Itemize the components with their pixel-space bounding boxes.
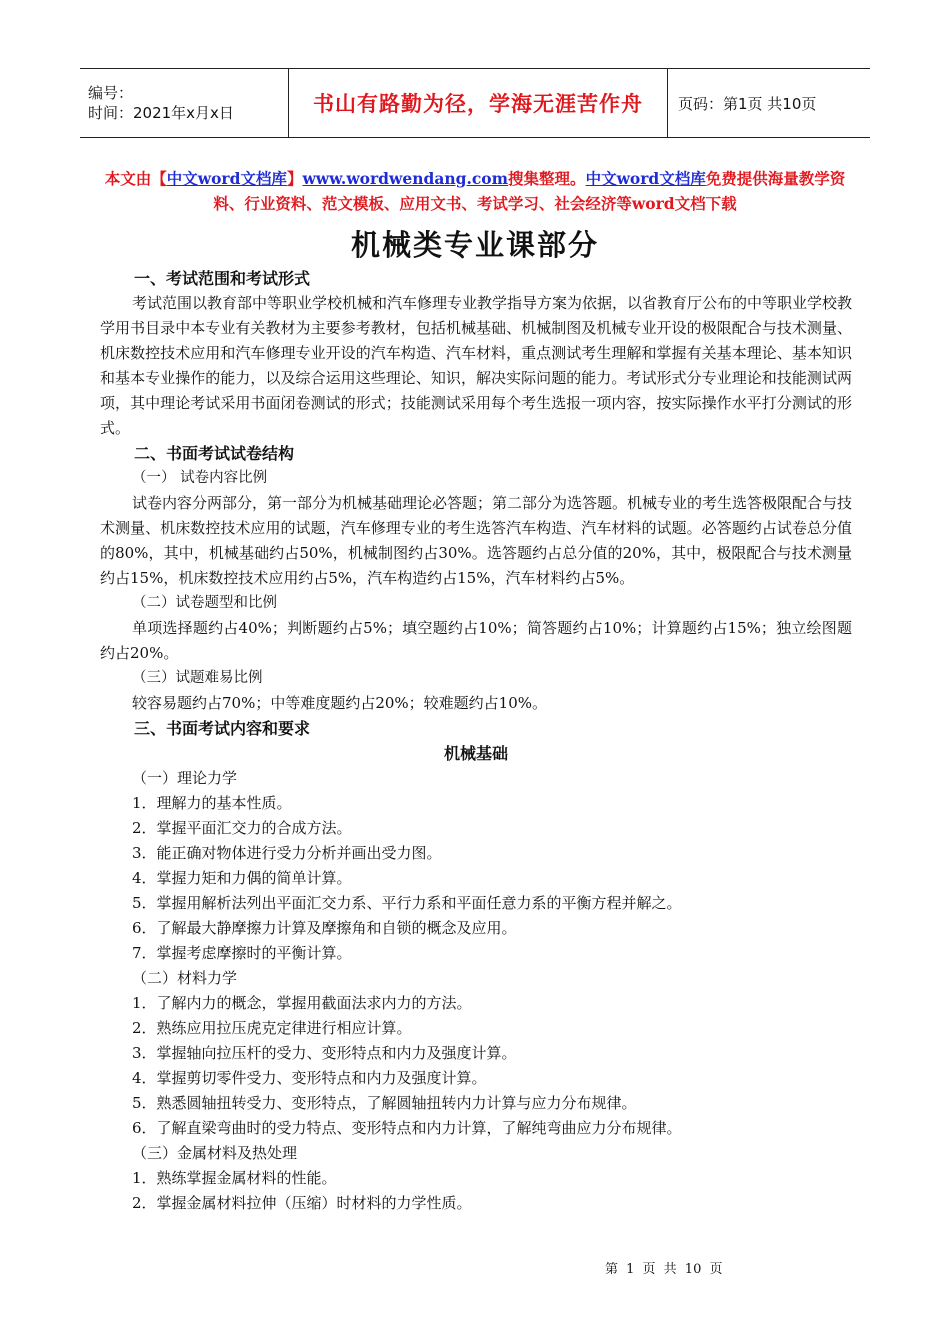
- header-table: [80, 68, 870, 138]
- notice-text: 免费提供海量教学资料、行业资料、范文模板、应用文书、考试学习、社会经济等word文档下载: [213, 169, 846, 213]
- subsection-title: （二）试卷题型和比例: [132, 595, 277, 611]
- list-item: 6．了解最大静摩擦力计算及摩擦角和自锁的概念及应用。: [132, 919, 517, 937]
- subsection-title: （一） 试卷内容比例: [132, 470, 268, 486]
- list-item: 2．掌握平面汇交力的合成方法。: [132, 819, 352, 837]
- section-heading: 三、书面考试内容和要求: [134, 719, 311, 738]
- notice-link-library-2[interactable]: 中文word文档库: [585, 169, 706, 188]
- notice-text: 搜集整理。: [508, 169, 586, 188]
- paragraph: 单项选择题约占40%；判断题约占5%；填空题约占10%；简答题约占10%；计算题约占15%；独立绘图题约占20%。: [100, 619, 852, 662]
- notice-link-url[interactable]: www.wordwendang.com: [302, 169, 509, 188]
- source-notice: [100, 166, 850, 216]
- subsection-title: （三）试题难易比例: [132, 670, 263, 686]
- list-item: 4．掌握力矩和力偶的简单计算。: [132, 869, 352, 887]
- page-title: 机械类专业课部分: [350, 228, 599, 262]
- paragraph: 较容易题约占70%；中等难度题约占20%；较难题约占10%。: [132, 694, 548, 712]
- notice-link-library[interactable]: 中文word文档库: [166, 169, 287, 188]
- list-item: 5．熟悉圆轴扭转受力、变形特点，了解圆轴扭转内力计算与应力分布规律。: [132, 1094, 637, 1112]
- list-item: 1．理解力的基本性质。: [132, 794, 292, 812]
- page-indicator: 页码：第1页 共10页: [678, 94, 817, 113]
- section-heading: 二、书面考试试卷结构: [134, 444, 295, 463]
- section-heading: 一、考试范围和考试形式: [134, 269, 311, 288]
- list-item: 1．熟练掌握金属材料的性能。: [132, 1169, 337, 1187]
- page-footer: 第 1 页 共 10 页: [605, 1262, 723, 1277]
- document-body: [100, 266, 852, 1216]
- notice-text: 】: [286, 169, 303, 188]
- header-motto-cell: [288, 69, 668, 137]
- header-page-cell: [668, 69, 870, 137]
- motto: 书山有路勤为径，学海无涯苦作舟: [313, 92, 643, 116]
- notice-text: 本文由【: [104, 169, 167, 188]
- list-item: 3．掌握轴向拉压杆的受力、变形特点和内力及强度计算。: [132, 1044, 517, 1062]
- header-left-cell: [80, 69, 288, 137]
- subsection-title: （一）理论力学: [132, 769, 238, 787]
- list-item: 4．掌握剪切零件受力、变形特点和内力及强度计算。: [132, 1069, 487, 1087]
- subsection-title: （三）金属材料及热处理: [132, 1144, 298, 1162]
- list-item: 7．掌握考虑摩擦时的平衡计算。: [132, 944, 352, 962]
- subsection-title: （二）材料力学: [132, 969, 238, 987]
- document-date: 时间：2021年x月x日: [88, 104, 234, 122]
- paragraph: 考试范围以教育部中等职业学校机械和汽车修理专业教学指导方案为依据，以省教育厅公布的中等职业学校教学用书目录中本专业有关教材为主要参考教材，包括机械基础、机械制图及机械专业开设的极限配合与技术测量、机床数控技术应用和汽车修理专业开设的汽车构造、汽车材料，重点测试考生理解和掌握有关基本理论、基本知识和基本专业操作的能力，以及综合运用这些理论、知识，解决实际问题的能力。考试形式分专业理论和技能测试两项，其中理论考试采用书面闭卷测试的形式；技能测试采用每个考生选报一项内容，按实际操作水平打分测试的形式。: [100, 294, 853, 437]
- list-item: 5．掌握用解析法列出平面汇交力系、平行力系和平面任意力系的平衡方程并解之。: [132, 894, 682, 912]
- list-item: 6．了解直梁弯曲时的受力特点、变形特点和内力计算，了解纯弯曲应力分布规律。: [132, 1119, 682, 1137]
- list-item: 2．掌握金属材料拉伸（压缩）时材料的力学性质。: [132, 1194, 472, 1212]
- list-item: 2．熟练应用拉压虎克定律进行相应计算。: [132, 1019, 412, 1037]
- list-item: 1．了解内力的概念，掌握用截面法求内力的方法。: [132, 994, 472, 1012]
- list-item: 3．能正确对物体进行受力分析并画出受力图。: [132, 844, 442, 862]
- paragraph: 试卷内容分两部分，第一部分为机械基础理论必答题；第二部分为选答题。机械专业的考生选答极限配合与技术测量、机床数控技术应用的试题，汽车修理专业的考生选答汽车构造、汽车材料的试题。必答题约占试卷总分值的80%，其中，机械基础约占50%，机械制图约占30%。选答题约占总分值的20%，其中，极限配合与技术测量约占15%，机床数控技术应用约占5%，汽车构造约占15%，汽车材料约占5%。: [100, 494, 853, 587]
- document-number: 编号：: [88, 84, 134, 102]
- subject-heading: 机械基础: [443, 744, 508, 763]
